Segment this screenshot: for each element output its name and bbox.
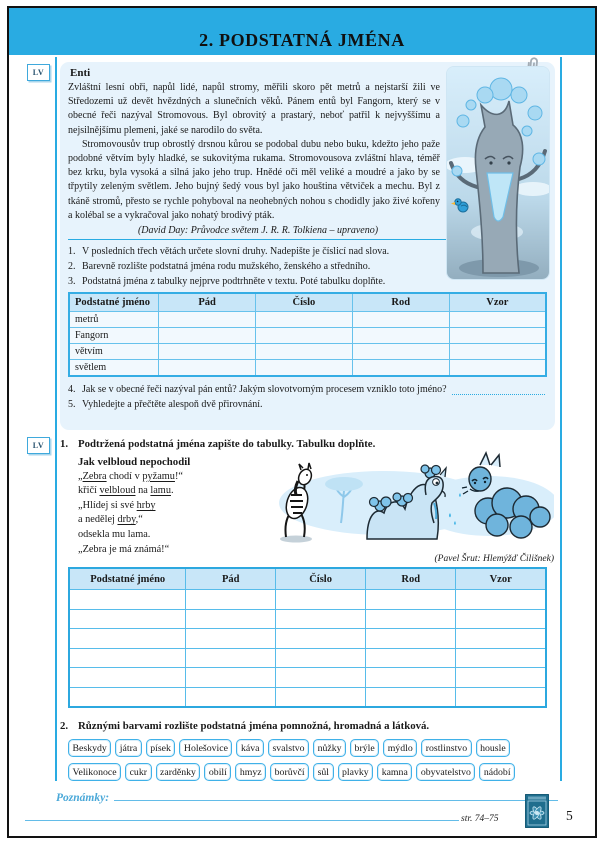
noun-cell: větvím [69,344,159,360]
blank-cell [186,687,276,707]
reading-heading: Enti [70,67,91,79]
blank-cell [276,590,366,610]
word-chip: zarděnky [156,763,201,781]
blank-cell [276,648,366,668]
reading-paragraph: Zvláštní lesní obři, napůl lidé, napůl stromy, měřili skoro pět metrů a nejstarší žili ve Středozemi už devět hvězdných a slunečních věků. Pánem entů byl Fangorn, který se v obecné řeči nazýval Stromovous. Byl obrovitý a prastarý, neboť patřil k nejvyššímu a nejsilnějšímu plemeni, jaké se narodilo do světa. [68,82,440,136]
lv-badge-label: LV [32,441,45,450]
blank-cell [256,344,353,360]
word-chip: Holešovice [179,739,232,757]
column-header: Číslo [276,568,366,590]
word-chip: obyvatelstvo [416,763,475,781]
blank-cell [256,312,353,328]
word-chip: hmyz [235,763,266,781]
poem-line: „Hlídej si své hrby [78,499,156,511]
task-text: Jak se v obecné řeči nazýval pán entů? Jakým slovotvorným procesem vzniklo toto jméno? [82,384,447,396]
column-header: Rod [352,293,449,312]
word-chip: Velikonoce [68,763,121,781]
blank-cell [456,590,546,610]
blank-cell [276,629,366,649]
blank-cell [352,344,449,360]
poem-title: Jak velbloud nepochodil [78,456,191,468]
table-row [69,629,546,649]
poem-line: odsekla mu lama. [78,528,151,540]
blank-cell [366,668,456,688]
blank-cell [352,360,449,377]
column-header: Vzor [449,293,546,312]
word-chip: kamna [377,763,412,781]
blank-cell [159,344,256,360]
noun-table-1 [68,292,547,377]
notes-label: Poznámky: [56,792,110,804]
blank-cell [366,687,456,707]
task-number: 2. [68,261,76,273]
blank-cell [352,312,449,328]
blank-cell [186,648,276,668]
lv-badge-label: LV [32,68,45,77]
reading-panel [60,62,555,430]
column-header: Číslo [256,293,353,312]
blank-cell [159,360,256,377]
blank-cell [456,648,546,668]
blank-cell [256,360,353,377]
notes-row [56,792,558,804]
word-chip-row [68,739,548,757]
page-frame [7,6,597,838]
task-text: Vyhledejte a přečtěte alespoň dvě přirovnání. [82,399,263,411]
blank-cell [276,609,366,629]
right-rule [560,57,562,781]
blank-cell [352,328,449,344]
lv-badge [27,437,50,454]
exercise-section [60,437,555,781]
blank-cell [69,687,186,707]
blank-cell [69,648,186,668]
citation-rule [68,239,452,240]
page-title: 2. PODSTATNÁ JMÉNA [199,30,405,50]
blank-cell [366,648,456,668]
task-item [68,397,547,412]
task-text: Podtržená podstatná jména zapište do tabulky. Tabulku doplňte. [78,438,376,450]
noun-cell: Fangorn [69,328,159,344]
ent-tree-illustration [447,67,549,279]
blank-cell [276,687,366,707]
table-row [69,312,546,328]
word-chip: sůl [313,763,333,781]
task-number: 1. [60,438,69,450]
blank-cell [186,668,276,688]
table-row [69,590,546,610]
blank-cell [276,668,366,688]
task-number: 4. [68,384,76,396]
table-row [69,609,546,629]
blank-cell [456,609,546,629]
column-header: Vzor [456,568,546,590]
table-row [69,328,546,344]
table-row [69,344,546,360]
word-chip: cukr [125,763,151,781]
noun-cell: světlem [69,360,159,377]
answer-dotted-line [452,382,545,395]
table-row [69,648,546,668]
word-chip: svalstvo [268,739,309,757]
blank-cell [449,344,546,360]
word-chip: plavky [338,763,374,781]
notes-line [25,820,459,821]
blank-cell [449,312,546,328]
blank-cell [366,609,456,629]
word-chip: borůvčí [270,763,309,781]
task-item [68,382,547,397]
blank-cell [186,629,276,649]
poem-line: „Zebra je má známá!“ [78,543,170,555]
word-chip: obilí [204,763,231,781]
word-chip: rostlinstvo [421,739,471,757]
publisher-logo-icon [525,794,549,833]
blank-cell [456,629,546,649]
blank-cell [186,609,276,629]
word-chip: housle [476,739,511,757]
task-text: Barevně rozlište podstatná jména rodu mužského, ženského a středního. [82,261,371,273]
column-header: Pád [159,293,256,312]
zebra-camel-llama-illustration [264,451,554,551]
reading-citation: (David Day: Průvodce světem J. R. R. Tolkiena – upraveno) [137,225,379,237]
word-chip: mýdlo [383,739,417,757]
blank-cell [456,687,546,707]
word-chip-row [68,763,548,781]
notes-line [114,800,558,801]
task-text: Podstatná jména z tabulky nejprve podtrhněte v textu. Poté tabulku doplňte. [82,276,386,288]
blank-cell [366,629,456,649]
task-item [60,437,539,452]
word-chip: játra [115,739,141,757]
blank-cell [69,590,186,610]
noun-table-2 [68,567,547,708]
column-header: Pád [186,568,276,590]
table-row [69,687,546,707]
blank-cell [456,668,546,688]
column-header: Podstatné jméno [69,293,159,312]
column-header: Podstatné jméno [69,568,186,590]
task-text: Různými barvami rozlište podstatná jména pomnožná, hromadná a látková. [78,720,430,733]
blank-cell [69,609,186,629]
word-chip: nůžky [313,739,346,757]
column-header: Rod [366,568,456,590]
word-chip: nádobí [479,763,515,781]
chapter-header [9,8,595,55]
word-chip: písek [146,739,176,757]
poem-citation: (Pavel Šrut: Hlemýžď Čilišnek) [434,554,554,564]
word-chip: brýle [350,739,379,757]
lv-badge [27,64,50,81]
blank-cell [186,590,276,610]
task-number: 1. [68,246,76,258]
blank-cell [449,360,546,377]
blank-cell [449,328,546,344]
poem [78,455,268,557]
task-number: 5. [68,399,76,411]
word-chip: Beskydy [68,739,111,757]
blank-cell [159,328,256,344]
blank-cell [69,668,186,688]
poem-line: „Zebra chodí v pyžamu!“ [78,470,183,482]
blank-cell [69,629,186,649]
left-rule [55,57,57,781]
table-row [69,668,546,688]
blank-cell [159,312,256,328]
table-row [69,360,546,377]
poem-line: a nedělej drby,“ [78,514,143,526]
word-chip: káva [236,739,264,757]
blank-cell [366,590,456,610]
task-number: 3. [68,276,76,288]
page-number: 5 [566,808,573,823]
reading-paragraph: Stromovousův trup obrostlý drsnou kůrou se podobal dubu nebo buku, kdežto jeho paže podobné větvím byly hladké, se sukovitýma rukama. Stromovousova zvláštní hlava, téměř bez krku, byla vysoká a silná jako jeho trup. Hnědé oči měl veliké a moudré a jako by se třpytily zeleným světlem. Jeho bujný šedý vous byl jako houština větviček a mechu. Byl z tkáně stromů, přesto se rychle pohyboval na neohebných nohou s chodidly jako živé kořeny a kolébal se a vykračoval jako nohatý brodivý pták. [68,138,440,221]
task-text: V posledních třech větách určete slovní druhy. Nadepište je číslicí nad slova. [82,246,390,258]
noun-cell: metrů [69,312,159,328]
task-number: 2. [60,720,69,733]
task-item [60,719,539,734]
blank-cell [256,328,353,344]
source-pages: str. 74–75 [461,814,499,824]
poem-line: křičí velbloud na lamu. [78,485,174,497]
